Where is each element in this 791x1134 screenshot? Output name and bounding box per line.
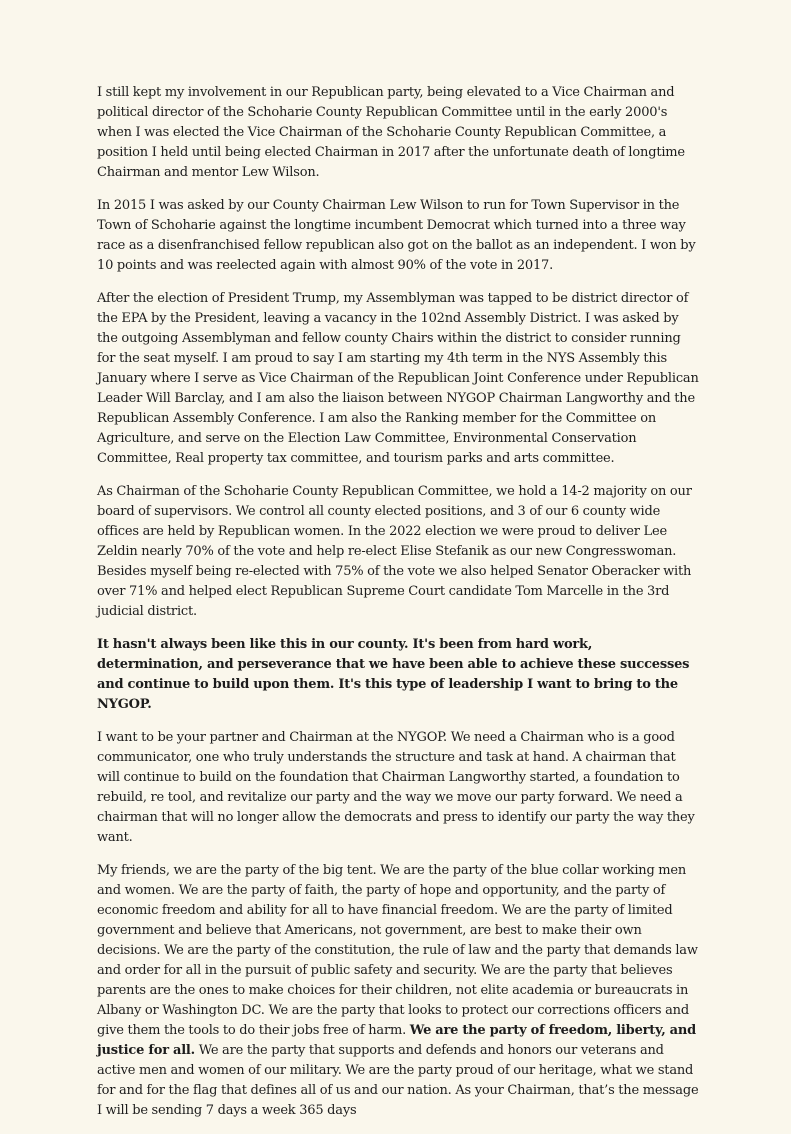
big-tent-text-before: My friends, we are the party of the big tent. We are the party of the blue collar working men and women. We are the party of faith, the party of hope and opportunity, and the party of economic freedom and ability for all to have financial freedom. We are the party of limited government and believe that Americans, not government, are best to make their own decisions. We are the party of the constitution, the rule of law and the party that demands law and order for all in the pursuit of public safety and security. We are the party that believes parents are the ones to make choices for their children, not elite academia or bureaucrats in Albany or Washington DC. We are the party that looks to protect our corrections officers and give them the tools to do their jobs free of harm. (97, 863, 698, 1038)
paragraph-party-involvement: I still kept my involvement in our Republican party, being elevated to a Vice Chairman and political director of the Schoharie County Republican Committee until in the early 2000's when I was elected the Vice Chairman of the Schoharie County Republican Committee, a position I held until being elected Chairman in 2017 after the unfortunate death of longtime Chairman and mentor Lew Wilson. (97, 85, 685, 180)
big-tent-text-bold: We are the party of freedom, liberty, and justice for all. (97, 1023, 697, 1058)
big-tent-text-after: We are the party that supports and defends and honors our veterans and active men and women of our military. We are the party proud of our heritage, what we stand for and for the flag that defines all of us and our nation. As your Chairman, that’s the message I will be sending 7 days a week 365 days (97, 1043, 699, 1118)
document-body (97, 83, 700, 1134)
paragraph-leadership-bold: It hasn't always been like this in our county. It's been from hard work, determination, and perseverance that we have been able to achieve these successes and continue to build upon them. It's this type of leadership I want to bring to the NYGOP. (97, 637, 690, 712)
paragraph-partner-chairman: I want to be your partner and Chairman at the NYGOP. We need a Chairman who is a good communicator, one who truly understands the structure and task at hand. A chairman that will continue to build on the foundation that Chairman Langworthy started, a foundation to rebuild, re tool, and revitalize our party and the way we move our party forward. We need a chairman that will no longer allow the democrats and press to identify our party the way they want. (97, 730, 695, 845)
paragraph-assembly: After the election of President Trump, my Assemblyman was tapped to be district director of the EPA by the President, leaving a vacancy in the 102nd Assembly District. I was asked by the outgoing Assemblyman and fellow county Chairs within the district to consider running for the seat myself. I am proud to say I am starting my 4th term in the NYS Assembly this January where I serve as Vice Chairman of the Republican Joint Conference under Republican Leader Will Barclay, and I am also the liaison between NYGOP Chairman Langworthy and the Republican Assembly Conference. I am also the Ranking member for the Committee on Agriculture, and serve on the Election Law Committee, Environmental Conservation Committee, Real property tax committee, and tourism parks and arts committee. (97, 291, 699, 466)
paragraph-big-tent (97, 861, 700, 1121)
paragraph-county-chairman: As Chairman of the Schoharie County Republican Committee, we hold a 14-2 majority on our board of supervisors. We control all county elected positions, and 3 of our 6 county wide offices are held by Republican women. In the 2022 election we were proud to deliver Lee Zeldin nearly 70% of the vote and help re-elect Elise Stefanik as our new Congresswoman. Besides myself being re-elected with 75% of the vote we also helped Senator Oberacker with over 71% and helped elect Republican Supreme Court candidate Tom Marcelle in the 3rd judicial district. (97, 484, 692, 619)
paragraph-town-supervisor: In 2015 I was asked by our County Chairman Lew Wilson to run for Town Supervisor in the Town of Schoharie against the longtime incumbent Democrat which turned into a three way race as a disenfranchised fellow republican also got on the ballot as an independent. I won by 10 points and was reelected again with almost 90% of the vote in 2017. (97, 198, 696, 273)
